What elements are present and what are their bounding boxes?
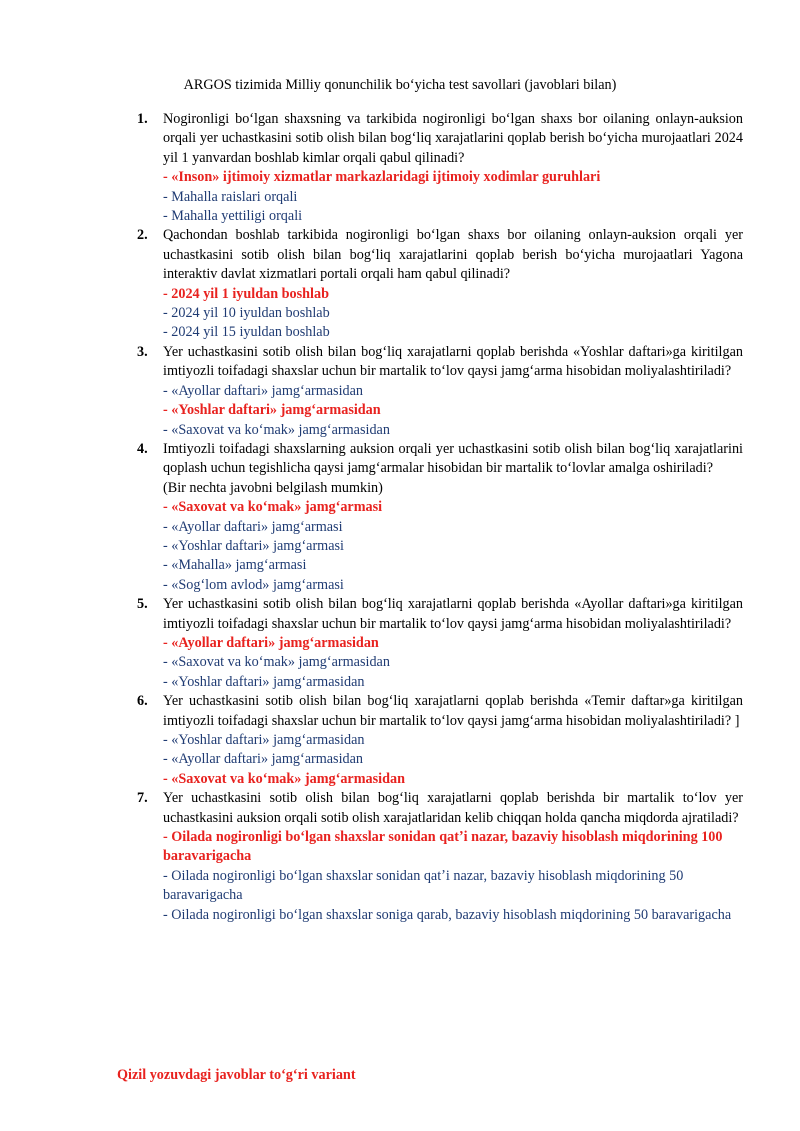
question-number: 1. — [137, 111, 148, 127]
answer-option: - «Ayollar daftari» jamgʻarmasi — [163, 518, 343, 535]
answer-option: - «Mahalla» jamgʻarmasi — [163, 557, 307, 574]
correct-answer: - Oilada nogironligi boʻlgan shaxslar sonidan qatʼi nazar, bazaviy hisoblash miqdorining 100 baravarigacha — [163, 829, 723, 865]
correct-answer: - 2024 yil 1 iyuldan boshlab — [163, 285, 329, 302]
answer-option: - 2024 yil 15 iyuldan boshlab — [163, 324, 330, 341]
answer-option: - Mahalla raislari orqali — [163, 188, 298, 205]
question-text: Qachondan boshlab tarkibida nogironligi boʻlgan shaxs bor oilaning onlayn-auksion orqali yer uchastkasini sotib olish bilan bogʻliq xarajatlarini qoplab berish boʻyicha murojaatlari Yagona interaktiv davlat xizmatlari portali orqali ham qabul qilinadi? — [163, 227, 743, 283]
correct-answer: - «Yoshlar daftari» jamgʻarmasidan — [163, 402, 381, 419]
question-item — [137, 595, 743, 692]
question-item — [137, 110, 743, 226]
question-text: Nogironligi boʻlgan shaxsning va tarkibida nogironligi boʻlgan shaxs bor oilaning onlayn-auksion orqali yer uchastkasini sotib olish bilan bogʻliq xarajatlarini qoplab berish boʻyicha murojaatlari 2024 yil 1 yanvardan boshlab kimlar orqali qabul qilinadi? — [163, 111, 743, 166]
question-item — [137, 692, 743, 789]
question-number: 6. — [137, 693, 148, 710]
question-item — [137, 226, 743, 342]
answer-option: - «Sogʻlom avlod» jamgʻarmasi — [163, 576, 344, 593]
page-title: ARGOS tizimida Milliy qonunchilik boʻyicha test savollari (javoblari bilan) — [183, 77, 617, 93]
answer-option: - «Saxovat va koʻmak» jamgʻarmasidan — [163, 654, 390, 671]
question-item — [137, 440, 743, 595]
answer-option: - «Yoshlar daftari» jamgʻarmasidan — [163, 732, 365, 748]
answer-option: - «Ayollar daftari» jamgʻarmasidan — [163, 382, 364, 399]
answer-option: - «Yoshlar daftari» jamgʻarmasi — [163, 537, 344, 554]
question-list — [137, 110, 743, 925]
correct-answer: - «Inson» ijtimoiy xizmatlar markazlaridagi ijtimoiy xodimlar guruhlari — [163, 169, 601, 186]
question-number: 5. — [137, 596, 148, 613]
question-item — [137, 343, 743, 440]
answer-option: - Oilada nogironligi boʻlgan shaxslar sonidan qatʼi nazar, bazaviy hisoblash miqdorining 50 baravarigacha — [163, 867, 684, 904]
correct-answer: - «Ayollar daftari» jamgʻarmasidan — [163, 634, 379, 651]
correct-answer: - «Saxovat va koʻmak» jamgʻarmasidan — [163, 770, 405, 787]
question-text: Yer uchastkasini sotib olish bilan bogʻliq xarajatlarni qoplab berishda bir martalik toʻlov yer uchastkasini auksion orqali sotib olish xarajatlaridan kelib chiqqan holda qancha miqdorda ajratiladi? — [163, 790, 743, 826]
answer-option: - «Ayollar daftari» jamgʻarmasidan — [163, 751, 364, 768]
question-text: Yer uchastkasini sotib olish bilan bogʻliq xarajatlarni qoplab berishda «Temir daftar»ga kiritilgan imtiyozli toifadagi shaxslar uchun bir martalik toʻlov qaysi jamgʻarma hisobidan moliyalashtiriladi? ] — [163, 693, 743, 729]
question-text: Yer uchastkasini sotib olish bilan bogʻliq xarajatlarni qoplab berishda «Ayollar daftari»ga kiritilgan imtiyozli toifadagi shaxslar uchun bir martalik toʻlov qaysi jamgʻarma hisobidan moliyalashtiriladi? — [163, 596, 743, 632]
question-item — [137, 789, 743, 925]
answer-option: - «Saxovat va koʻmak» jamgʻarmasidan — [163, 421, 390, 438]
answer-option: - Oilada nogironligi boʻlgan shaxslar soniga qarab, bazaviy hisoblash miqdorining 50 baravarigacha — [163, 906, 732, 923]
question-number: 2. — [137, 227, 148, 244]
answer-option: - Mahalla yettiligi orqali — [163, 208, 303, 225]
answer-option: - «Yoshlar daftari» jamgʻarmasidan — [163, 673, 365, 690]
question-number: 4. — [137, 440, 148, 457]
question-note: (Bir nechta javobni belgilash mumkin) — [163, 479, 383, 496]
answer-option: - 2024 yil 10 iyuldan boshlab — [163, 305, 330, 322]
question-text: Yer uchastkasini sotib olish bilan bogʻliq xarajatlarni qoplab berishda «Yoshlar daftari»ga kiritilgan imtiyozli toifadagi shaxslar uchun bir martalik toʻlov qaysi jamgʻarma hisobidan moliyalashtiriladi? — [163, 343, 743, 380]
question-number: 3. — [137, 343, 148, 360]
correct-answer: - «Saxovat va koʻmak» jamgʻarmasi — [163, 499, 383, 516]
question-number: 7. — [137, 790, 148, 807]
question-text: Imtiyozli toifadagi shaxslarning auksion orqali yer uchastkasini sotib olish bilan bogʻliq xarajatlarini qoplash uchun tegishlicha qaysi jamgʻarmalar hisobidan bir martalik toʻlovlar amalga oshiriladi? — [163, 440, 743, 477]
footer-note: Qizil yozuvdagi javoblar toʻgʻri variant — [117, 1067, 356, 1083]
